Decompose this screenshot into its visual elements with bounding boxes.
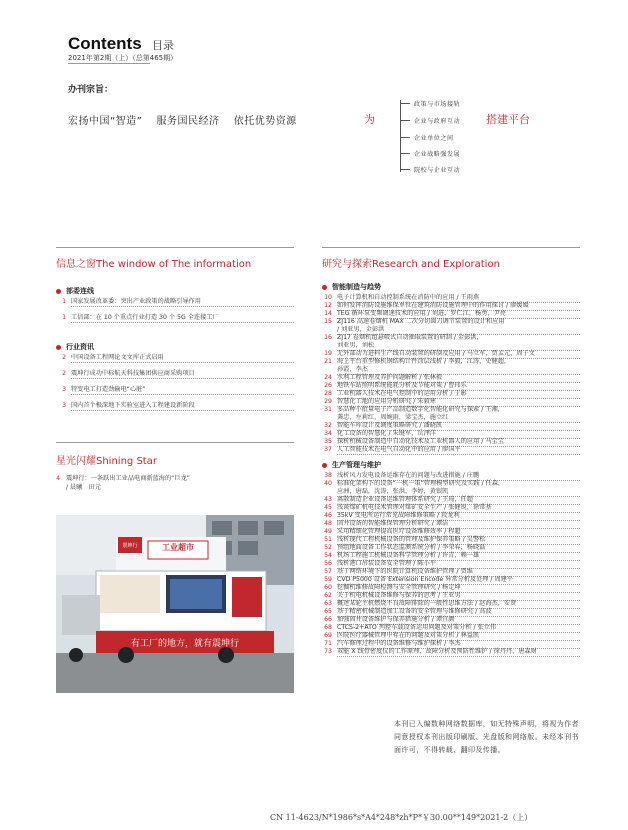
toc-entry <box>322 310 580 318</box>
entry-title: 汽车修理过程中的设备维修与维护探析 / 李杰 <box>337 640 461 647</box>
toc-entry <box>322 536 580 544</box>
star-divider <box>56 442 294 443</box>
issue-info: 2021年第2期（上）（总第465期） <box>68 54 178 62</box>
branch-connector <box>400 103 410 104</box>
toc-entry <box>322 592 580 600</box>
toc-entry <box>322 472 580 480</box>
entry-title: 工信部：在 10 个重点行业打造 30 个 5G 全连接工厂 <box>71 314 219 321</box>
bullet-dot <box>56 345 61 350</box>
toc-entry <box>56 298 294 306</box>
entry-title: 水利工程管理及养护问题解析 / 张林毅 <box>337 374 443 381</box>
group-heading <box>322 460 381 470</box>
entry-title: 无外部动力进料生产线自动装置的研制及应用 / 马立军，贾孟元，周子文 <box>337 350 535 357</box>
toc-entry <box>322 600 580 608</box>
entry-title: TEG 循环泵变频调速技术的应用 / 刘进，罗仁江，杨勇，尹亮 <box>337 310 506 317</box>
toc-entry <box>322 318 580 334</box>
toc-entry <box>322 294 580 302</box>
page-number: 24 <box>324 374 332 381</box>
toc-entry <box>322 446 580 454</box>
copyright-notice: 本刊已入编数种网络数据库，如无特殊声明，将视为作者同意授权本刊出版印刷版、光盘版和网络版。未经本刊书面许可，不得转载、翻印及传播。 <box>394 720 579 754</box>
entry-title: 人工智能技术在电气自动化中的应用 / 廖国平 <box>337 446 461 453</box>
entry-title: 机场工程施工机械设备科学管理分析 / 许青，赖一雄 <box>337 552 480 559</box>
publication-code: CN 11-4623/N*1986*s*A4*248*zh*P*￥30.00**149*2021-2（上） <box>270 813 533 822</box>
group-title: 行业资讯 <box>66 343 94 351</box>
toc-entry <box>322 504 580 512</box>
entry-title: 多品种小批量电子产品制造数字化智能化研究与探索 / 王湘， <box>337 406 504 413</box>
toc-entry <box>322 480 580 496</box>
entry-title: 应洲，唐磊，沈涛，张洪，李婷，黄银凯 <box>337 488 449 495</box>
page-number: 73 <box>324 648 332 655</box>
toc-entry <box>56 354 294 362</box>
group-title: 智能制造与趋势 <box>332 283 381 291</box>
page-number: 2 <box>62 370 66 377</box>
tenet-label: 办刊宗旨： <box>68 85 114 95</box>
entry-title: 国内首个极深地下实验室进入工程建设新阶段 <box>71 402 195 409</box>
entry-title: 标准化架构下的设备“一机一策”管理模型研究及实践 / 任森， <box>337 480 505 487</box>
entry-underline <box>71 394 294 395</box>
entry-title: CTCS-2+ATO 列控车载设备运用问题及对策分析 / 张立伟 <box>337 624 497 631</box>
page-number: 1 <box>62 314 66 321</box>
entry-title: 挖掘机维修故障检测与安全管理研究 / 杨定坤 <box>337 584 461 591</box>
page-number: 57 <box>324 568 332 575</box>
entry-underline <box>71 322 294 323</box>
entry-title: 加强固井设备维护与保养措施分析 / 谭宜颜 <box>337 616 455 623</box>
toc-entry <box>322 528 580 536</box>
branch-label: 企业单位之间 <box>414 135 454 142</box>
tenet-bracket <box>400 100 401 172</box>
page-number: 16 <box>324 334 332 341</box>
branch-connector <box>400 169 410 170</box>
entry-title: 关于机电机械设备维修与保养的思考 / 王亚男 <box>337 592 461 599</box>
page-number: 35 <box>324 438 332 445</box>
entry-title: 中国设备工程网论文文库正式启用 <box>71 354 164 361</box>
toc-entry <box>322 496 580 504</box>
page-number: 69 <box>324 632 332 639</box>
toc-entry <box>322 632 580 640</box>
toc-entry <box>322 552 580 560</box>
page-number: 19 <box>324 350 332 357</box>
bullet-dot <box>322 463 327 468</box>
tenet-platform: 搭建平台 <box>486 113 530 126</box>
branch-label: 企业战略强发展 <box>414 151 461 158</box>
info-window-heading: 信息之窗The window of The information <box>56 259 252 270</box>
page-number: 37 <box>324 446 332 453</box>
page-number: 66 <box>324 616 332 623</box>
page-number: 28 <box>324 390 332 397</box>
entry-title: 双能 X 线骨密度仪的工作原理、故障分析及预防性维护 / 徐丹丹，唐森财 <box>337 648 537 655</box>
entry-underline <box>71 362 294 363</box>
entry-title: 龚忠，左莉红，周婉雨，梁宝杰，施立红 <box>337 414 449 421</box>
page-number: 60 <box>324 584 332 591</box>
toc-entry <box>322 624 580 632</box>
entry-title: 浅析现代工程机械设备的管理及维护保养策略 / 吴警松 <box>337 536 486 543</box>
toc-entry <box>322 438 580 446</box>
page-number: 34 <box>324 430 332 437</box>
entry-title: 基于精密机械制造加工设备的安全管理与维修研究 / 高波 <box>337 608 492 615</box>
entry-title: 地铁车站照明系统能耗分析及节能对策 / 曹玮乐 <box>337 382 467 389</box>
entry-underline <box>337 454 580 455</box>
page-number: 29 <box>324 398 332 405</box>
toc-entry <box>322 560 580 568</box>
entry-title: 医院医疗器械管理中存在的问题及对策分析 / 林益凯 <box>337 632 480 639</box>
toc-entry <box>322 608 580 616</box>
toc-entry <box>322 520 580 528</box>
entry-title: 智慧化工地的应用分析研究 / 朱毅寒 <box>337 398 436 405</box>
entry-underline <box>71 378 294 379</box>
page-number: 63 <box>324 600 332 607</box>
group-heading <box>322 282 381 292</box>
entry-title: 刘亚男，刘松 <box>337 342 375 349</box>
page-number: 54 <box>324 552 332 559</box>
branch-connector <box>400 153 410 154</box>
page-number: 10 <box>324 294 332 301</box>
page-number: 59 <box>324 576 332 583</box>
entry-title: 海上平台重型修机钢结构计件涂层浅析 / 李毅，江涛，史健超， <box>337 358 511 365</box>
toc-entry <box>322 358 580 374</box>
toc-entry <box>322 544 580 552</box>
page-number: 32 <box>324 422 332 429</box>
toc-entry <box>322 302 580 310</box>
photo-banner: 有工厂的地方，就有震坤行 <box>130 639 239 649</box>
entry-title: 国家发展改革委：突出产业政策的战略引导作用 <box>71 298 201 305</box>
entry-underline <box>71 410 294 411</box>
page-number: 45 <box>324 504 332 511</box>
page-number: 68 <box>324 624 332 631</box>
page-number: 48 <box>324 520 332 527</box>
entry-title: 探析机械设备制造中自动化技术及工业机器人的应用 / 马宝宝 <box>337 438 504 445</box>
entry-title: 如何发挥消防设施维保单位在建筑消防设施管理中的作用探讨 / 廖媛媛 <box>337 302 529 309</box>
page-number: 65 <box>324 608 332 615</box>
entry-title: 采用精细化管理提高医疗设备维修效率 / 程超 <box>337 528 461 535</box>
page-title: Contents <box>68 34 142 53</box>
entry-title: / 刘亚男，金彭洪 <box>337 326 385 333</box>
toc-entry <box>56 386 294 394</box>
toc-entry <box>56 370 294 378</box>
toc-entry <box>322 568 580 576</box>
shining-star-heading: 星光闪耀Shining Star <box>56 456 157 467</box>
toc-entry <box>322 374 580 382</box>
entry-title: ZJ17 卷烟机组悬吸式自动抽取装置的研制 / 金彭洪， <box>337 334 483 341</box>
entry-underline <box>337 656 580 657</box>
entry-title: CVD P5000 设备 Extension Encode 异常分析及处理 / 周建平 <box>337 576 514 583</box>
toc-entry <box>322 334 580 350</box>
shining-star-entry: 4 震坤行：一条跃出工业品电商新蓝海的“巨龙” / 晨曦 田元 <box>56 475 190 491</box>
entry-title: 概述某轮主机燃烧不良故障排除的一般性思维方法 / 赵海杰，安贤 <box>337 600 517 607</box>
page-number: 1 <box>62 298 66 305</box>
page-number: 21 <box>324 358 332 365</box>
toc-entry <box>322 616 580 624</box>
toc-entry <box>322 398 580 406</box>
entry-title: 预组地面设备工作状态监测系统分析 / 李荣春，杨晓磊 <box>337 544 486 551</box>
entry-title: 特变电工打造劲输电“心脏” <box>71 386 146 393</box>
toc-entry <box>322 648 580 656</box>
toc-entry <box>322 422 580 430</box>
store-logo: 震坤行 <box>122 543 138 549</box>
page-number: 2 <box>62 354 66 361</box>
page-number: 26 <box>324 382 332 389</box>
page-number: 31 <box>324 406 332 413</box>
page-number: 71 <box>324 640 332 647</box>
branch-label: 院校与企业互动 <box>414 167 461 174</box>
page-number: 15 <box>324 318 332 325</box>
entry-title: 浅析港口吊装设备安全管理 / 陈小平 <box>337 560 436 567</box>
bullet-dot <box>322 285 327 290</box>
entry-title: 固井设备的智能维保管理分析研究 / 谭洁 <box>337 520 449 527</box>
branch-label: 企业与政府互动 <box>414 118 461 125</box>
page-number: 14 <box>324 310 332 317</box>
branch-connector <box>400 137 410 138</box>
group-heading <box>56 286 94 296</box>
page-number: 40 <box>324 480 332 487</box>
bullet-dot <box>56 289 61 294</box>
group-heading <box>56 342 94 352</box>
page-number: 12 <box>324 302 332 309</box>
entry-title: 浅析风力发电设备运维存在的问题与改进措施 / 庄鹏 <box>337 472 480 479</box>
toc-entry <box>322 350 580 358</box>
entry-title: 基于网络环境下的医院计算机设备维护管理 / 贾维 <box>337 568 473 575</box>
toc-entry <box>56 402 294 410</box>
entry-title: 智能车库设计及调度策略研究 / 潘晓凯 <box>337 422 443 429</box>
page-number: 51 <box>324 536 332 543</box>
toc-entry <box>56 314 294 322</box>
toc-entry <box>322 584 580 592</box>
page-number: 43 <box>324 496 332 503</box>
header-divider <box>68 63 150 64</box>
page-number: 3 <box>62 386 66 393</box>
group-title: 部委连线 <box>66 287 94 295</box>
toc-entry <box>322 640 580 648</box>
page-number: 52 <box>324 544 332 551</box>
entry-underline <box>71 306 294 307</box>
toc-entry <box>322 512 580 520</box>
page-number: 62 <box>324 592 332 599</box>
branch-label: 政策与市场接轨 <box>414 101 461 108</box>
group-title: 生产管理与维护 <box>332 461 381 469</box>
entry-title: 35kV 变电所运行常见故障维修策略 / 段龙利 <box>337 512 460 519</box>
tenet-for: 为 <box>364 113 375 126</box>
tenet-text: 宏扬中国“智造” 服务国民经济 依托优势资源 <box>68 116 297 127</box>
entry-title: 离散制造企业设备运维管理体系研究 / 王琦，任超 <box>337 496 473 503</box>
toc-entry <box>322 382 580 390</box>
toc-entry <box>322 576 580 584</box>
research-heading: 研究与探索Research and Exploration <box>322 259 500 270</box>
toc-entry <box>322 406 580 422</box>
entry-title: 孙霞，李杰 <box>337 366 368 373</box>
toc-entry <box>322 390 580 398</box>
page-title-cn: 目录 <box>152 39 174 52</box>
page-number: 3 <box>62 402 66 409</box>
info-divider <box>56 247 294 248</box>
entry-title: ZJ116 高速卷烟机 MAX 二次分切圆刀调节装置的设计和应用 <box>337 318 505 325</box>
entry-title: 震坤行成功中标航天科技集团供应商采购项目 <box>71 370 195 377</box>
feature-photo <box>56 515 294 693</box>
entry-title: 电子计算机和自动控制系统在消防中的应用 / 王雨燕 <box>337 294 480 301</box>
research-divider <box>322 247 580 248</box>
store-sign: 工业超市 <box>162 543 194 552</box>
entry-title: 化工设备的智慧化 / 朱键军，岳泽洋 <box>337 430 436 437</box>
branch-connector <box>400 120 410 121</box>
toc-entry <box>322 430 580 438</box>
page-number: 46 <box>324 512 332 519</box>
page-number: 56 <box>324 560 332 567</box>
entry-title: 工业机器人技术在电气控制中的运用分析 / 于影 <box>337 390 467 397</box>
entry-title: 浅谈煤矿机电技术管理对煤矿安全生产 / 张健锐，徐常基 <box>337 504 492 511</box>
page-number: 49 <box>324 528 332 535</box>
page-number: 38 <box>324 472 332 479</box>
